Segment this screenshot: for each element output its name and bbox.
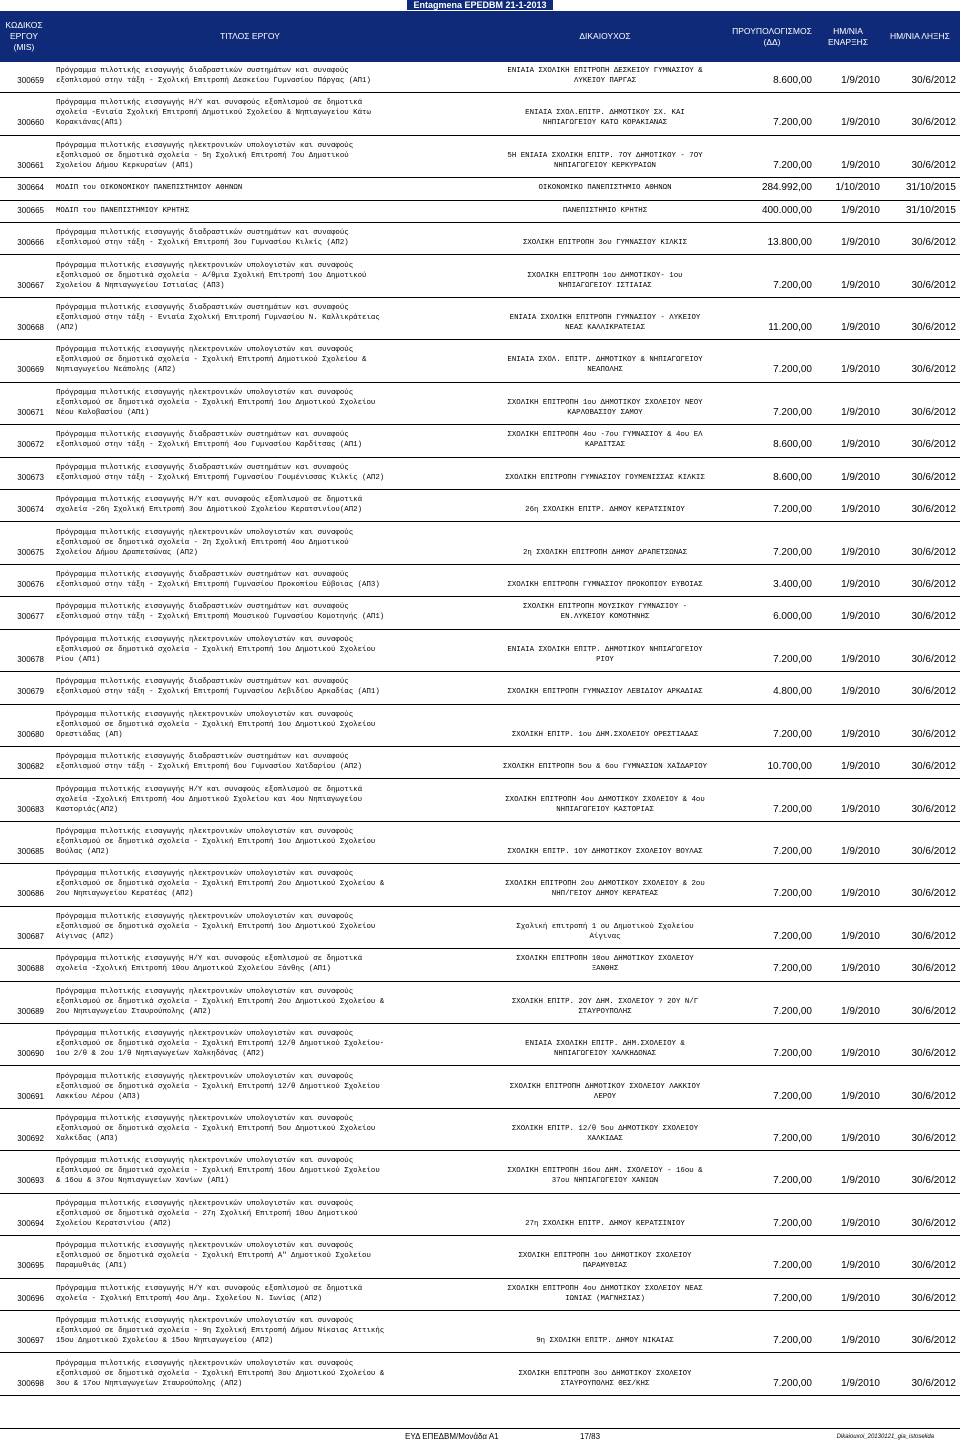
table-row xyxy=(0,602,960,622)
budget-amount: 7.200,00 xyxy=(773,1175,812,1187)
start-date: 1/9/2010 xyxy=(841,204,880,216)
beneficiary: ΠΑΝΕΠΙΣΤΗΜΙΟ ΚΡΗΤΗΣ xyxy=(562,206,648,215)
table-row xyxy=(0,710,960,740)
end-date: 30/6/2012 xyxy=(911,322,956,333)
end-date: 30/6/2012 xyxy=(911,803,956,815)
start-date: 1/9/2010 xyxy=(841,1090,880,1102)
start-date: 1/9/2010 xyxy=(841,1048,880,1060)
table-body xyxy=(0,66,960,1401)
start-date: 1/9/2010 xyxy=(841,1292,880,1304)
table-row xyxy=(0,1156,960,1186)
beneficiary: ΕΝΙΑΙΑ ΣΧΟΛΙΚΗ ΕΠΙΤΡΟΠΗ ΔΕΣΚΕΙΟΥ ΓΥΜΝΑΣΙΟΥ & ΛΥΚΕΙΟΥ ΠΑΡΓΑΣ xyxy=(507,67,703,85)
start-date: 1/9/2010 xyxy=(841,364,880,376)
project-title: Πρόγραμμα πιλοτικής εισαγωγής ηλεκτρονικών υπολογιστών και συναφούς εξοπλισμού σε δημοτικά σχολεία - Σχολική Επιτροπή 1ου Δημοτικού Σχολείου Ορεστιάδας (ΑΠ) xyxy=(56,710,376,739)
table-row xyxy=(0,1316,960,1346)
start-date: 1/9/2010 xyxy=(841,888,880,900)
start-date: 1/9/2010 xyxy=(841,1377,880,1389)
row-separator xyxy=(0,457,960,458)
row-separator xyxy=(0,200,960,201)
row-separator xyxy=(0,521,960,522)
row-separator xyxy=(0,222,960,223)
end-date: 30/6/2012 xyxy=(911,1217,956,1229)
beneficiary: ΣΧΟΛΙΚΗ ΕΠΙΤΡ. 12/θ 5ου ΔΗΜΟΤΙΚΟΥ ΣΧΟΛΕΙΟΥ ΧΑΛΚΙΔΑΣ xyxy=(511,1125,699,1143)
beneficiary: ΣΧΟΛΙΚΗ ΕΠΙΤΡΟΠΗ 3ου ΔΗΜΟΤΙΚΟΥ ΣΧΟΛΕΙΟΥ ΣΤΑΥΡΟΥΠΟΛΗΣ ΘΕΣ/ΚΗΣ xyxy=(518,1369,692,1388)
project-code: 300688 xyxy=(17,964,44,974)
budget-amount: 8.600,00 xyxy=(773,75,812,86)
row-separator xyxy=(0,948,960,949)
beneficiary: ΕΝΙΑΙΑ ΣΧΟΛΙΚΗ ΕΠΙΤΡ. ΔΗΜ.ΣΧΟΛΕΙΟΥ & ΝΗΠΙΑΓΩΓΕΙΟΥ ΧΑΛΚΗΔΟΝΑΣ xyxy=(525,1040,685,1059)
header-code: ΚΩΔΙΚΟΣ ΕΡΓΟΥ (MIS) xyxy=(5,20,43,52)
end-date: 30/6/2012 xyxy=(911,1133,956,1144)
project-code: 300677 xyxy=(17,612,44,622)
project-code: 300692 xyxy=(17,1134,44,1143)
end-date: 31/10/2015 xyxy=(905,204,956,216)
budget-amount: 13.800,00 xyxy=(767,237,812,249)
project-title: Πρόγραμμα πιλοτικής εισαγωγής διαδραστικών συστημάτων και συναφούς εξοπλισμού στην τάξη - Σχολική Επιτροπή Μουσικού Γυμνασίου Κομοτηνής (ΑΠ1) xyxy=(56,603,385,622)
row-separator xyxy=(0,1395,960,1396)
beneficiary: ΣΧΟΛΙΚΗ ΕΠΙΤΡΟΠΗ 2ου ΔΗΜΟΤΙΚΟΥ ΣΧΟΛΕΙΟΥ & 2ου ΝΗΠ/ΓΕΙΟΥ ΔΗΜΟΥ ΚΕΡΑΤΕΑΣ xyxy=(505,880,705,899)
start-date: 1/9/2010 xyxy=(841,504,880,516)
project-code: 300672 xyxy=(17,440,44,450)
header-end-date: ΗΜ/ΝΙΑ ΛΗΞΗΣ xyxy=(890,31,950,41)
end-date: 30/6/2012 xyxy=(911,1292,956,1304)
start-date: 1/9/2010 xyxy=(841,686,880,698)
budget-amount: 11.200,00 xyxy=(768,322,812,333)
beneficiary: ΣΧΟΛΙΚΗ ΕΠΙΤΡΟΠΗ 10ου ΔΗΜΟΤΙΚΟΥ ΣΧΟΛΕΙΟΥ ΞΑΝΘΗΣ xyxy=(516,955,694,974)
table-row xyxy=(0,1072,960,1102)
row-separator xyxy=(0,1235,960,1236)
table-row xyxy=(0,827,960,857)
project-code: 300686 xyxy=(17,889,44,899)
project-code: 300694 xyxy=(17,1218,44,1228)
beneficiary: ΣΧΟΛΙΚΗ ΕΠΙΤΡ. 1ΟΥ ΔΗΜΟΤΙΚΟΥ ΣΧΟΛΕΙΟΥ ΒΟΥΛΑΣ xyxy=(507,848,703,856)
row-separator xyxy=(0,1278,960,1279)
project-code: 300691 xyxy=(17,1091,44,1101)
project-title: Πρόγραμμα πιλοτικής εισαγωγής ηλεκτρονικών υπολογιστών και συναφούς εξοπλισμού σε δημοτικά σχολεία - Σχολική Επιτροπή 12/θ Δημοτικού Σχολείου- 1ου 2/θ & 2ου 1/θ Νηπιαγωγείων Χαλκηδόνας (ΑΠ2) xyxy=(56,1030,385,1059)
table-row xyxy=(0,1199,960,1229)
end-date: 30/6/2012 xyxy=(911,546,956,558)
project-code: 300697 xyxy=(17,1336,44,1346)
project-code: 300685 xyxy=(17,847,44,856)
project-title: Πρόγραμμα πιλοτικής εισαγωγής διαδραστικών συστημάτων και συναφούς εξοπλισμού στην τάξη - Σχολική Επιτροπή Γυμνασίου Γουμένισσας Κιλκίς (ΑΠ2) xyxy=(56,463,385,482)
project-title: Πρόγραμμα πιλοτικής εισαγωγής ηλεκτρονικών υπολογιστών και συναφούς εξοπλισμού σε δημοτικά σχολεία - Σχολική Επιτροπή Α" Δημοτικού Σχολείου Παραμυθιάς (ΑΠ1) xyxy=(56,1242,371,1271)
end-date: 30/6/2012 xyxy=(911,1377,956,1389)
project-code: 300682 xyxy=(17,762,44,772)
project-code: 300668 xyxy=(17,323,44,332)
table-row xyxy=(0,430,960,450)
start-date: 1/9/2010 xyxy=(841,653,880,665)
beneficiary: ΣΧΟΛΙΚΗ ΕΠΙΤΡΟΠΗ 1ου ΔΗΜΟΤΙΚΟΥ- 1ου ΝΗΠΙΑΓΩΓΕΙΟΥ ΙΣΤΙΑΙΑΣ xyxy=(527,271,683,290)
row-separator xyxy=(0,254,960,255)
header-title: ΤΙΤΛΟΣ ΕΡΓΟΥ xyxy=(220,31,280,41)
budget-amount: 7.200,00 xyxy=(773,1377,812,1389)
start-date: 1/9/2010 xyxy=(841,1217,880,1229)
project-title: Πρόγραμμα πιλοτικής εισαγωγής ηλεκτρονικών υπολογιστών και συναφούς εξοπλισμού σε δημοτικά σχολεία - Σχολική Επιτροπή 1ου Δημοτικού Σχολείου Ρίου (ΑΠ1) xyxy=(56,635,376,664)
budget-amount: 7.200,00 xyxy=(773,1217,812,1229)
start-date: 1/9/2010 xyxy=(841,1175,880,1187)
project-code: 300669 xyxy=(17,365,44,375)
project-code: 300690 xyxy=(17,1049,44,1059)
project-title: Πρόγραμμα πιλοτικής εισαγωγής Η/Υ και συναφούς εξοπλισμού σε δημοτικά σχολεία - Σχολική Επιτροπή 4ου Δημ. Σχολείου Ν. Ιωνίας (ΑΠ2) xyxy=(56,1284,363,1303)
row-separator xyxy=(0,1150,960,1151)
beneficiary: ΣΧΟΛΙΚΗ ΕΠΙΤΡΟΠΗ ΓΥΜΝΑΣΙΟΥ ΓΟΥΜΕΝΙΣΣΑΣ ΚΙΛΚΙΣ xyxy=(505,473,705,482)
project-title: Πρόγραμμα πιλοτικής εισαγωγής Η/Υ και συναφούς εξοπλισμού σε δημοτικά σχολεία -Σχολική Επιτροπή 10ου Δημοτικού Σχολείου Ξάνθης (ΑΠ1) xyxy=(56,955,363,974)
table-row xyxy=(0,528,960,558)
document-title: Entagmena EPEDBM 21-1-2013 xyxy=(0,0,960,11)
table-row xyxy=(0,141,960,171)
beneficiary: ΣΧΟΛΙΚΗ ΕΠΙΤΡΟΠΗ 16ου ΔΗΜ. ΣΧΟΛΕΙΟΥ - 16ου & 37ου ΝΗΠΙΑΓΩΓΕΙΟΥ ΧΑΝΙΩΝ xyxy=(507,1167,703,1186)
end-date: 30/6/2012 xyxy=(911,504,956,516)
budget-amount: 7.200,00 xyxy=(773,1292,812,1304)
footer-unit: ΕΥΔ ΕΠΕΔΒΜ/Μονάδα Α1 xyxy=(405,1432,499,1441)
start-date: 1/9/2010 xyxy=(841,963,880,975)
row-separator xyxy=(0,596,960,597)
beneficiary: 5Η ΕΝΙΑΙΑ ΣΧΟΛΙΚΗ ΕΠΙΤΡ. 7ΟΥ ΔΗΜΟΤΙΚΟΥ - 7ΟΥ ΝΗΠΙΑΓΩΓΕΙΟΥ ΚΕΡΚΥΡΑΙΩΝ xyxy=(507,151,703,170)
budget-amount: 7.200,00 xyxy=(773,546,812,558)
row-separator xyxy=(0,92,960,93)
start-date: 1/9/2010 xyxy=(841,803,880,815)
start-date: 1/9/2010 xyxy=(841,117,880,129)
end-date: 30/6/2012 xyxy=(911,653,956,665)
project-code: 300696 xyxy=(17,1293,44,1303)
project-title: Πρόγραμμα πιλοτικής εισαγωγής ηλεκτρονικών υπολογιστών και συναφούς εξοπλισμού σε δημοτικά σχολεία - Σχολική Επιτροπή 2ου Δημοτικού Σχολείου & 2ου Νηπιαγωγείου Σταυρούπολης (ΑΠ2) xyxy=(56,987,385,1016)
project-title: Πρόγραμμα πιλοτικής εισαγωγής ηλεκτρονικών υπολογιστών και συναφούς εξοπλισμού σε δημοτικά σχολεία - Σχολική Επιτροπή 5ου Δημοτικού Σχολείου Χαλκίδας (ΑΠ3) xyxy=(56,1115,376,1143)
budget-amount: 7.200,00 xyxy=(773,1005,812,1017)
project-code: 300675 xyxy=(17,547,44,557)
project-code: 300698 xyxy=(17,1378,44,1388)
table-row xyxy=(0,345,960,375)
table-row xyxy=(0,912,960,942)
project-title: Πρόγραμμα πιλοτικής εισαγωγής ηλεκτρονικών υπολογιστών και συναφούς εξοπλισμού σε δημοτικά σχολεία - 2η Σχολική Επιτροπή 4ου Δημοτικού Σχολείου Δήμου Δραπετσώνας (ΑΠ2) xyxy=(56,528,354,557)
budget-amount: 8.600,00 xyxy=(773,471,812,483)
project-title: Πρόγραμμα πιλοτικής εισαγωγής ηλεκτρονικών υπολογιστών και συναφούς εξοπλισμού σε δημοτικά σχολεία - Σχολική Επιτροπή 1ου Δημοτικού Σχολείου Αίγινας (ΑΠ2) xyxy=(56,912,376,941)
beneficiary: ΣΧΟΛΙΚΗ ΕΠΙΤΡΟΠΗ 4ου ΔΗΜΟΤΙΚΟΥ ΣΧΟΛΕΙΟΥ ΝΕΑΣ ΙΩΝΙΑΣ (ΜΑΓΝΗΣΙΑΣ) xyxy=(507,1284,703,1303)
table-row xyxy=(0,495,960,515)
start-date: 1/9/2010 xyxy=(841,406,880,418)
row-separator xyxy=(0,863,960,864)
project-code: 300659 xyxy=(17,76,44,85)
beneficiary: ΟΙΚΟΝΟΜΙΚΟ ΠΑΝΕΠΙΣΤΗΜΙΟ ΑΘΗΝΩΝ xyxy=(538,184,672,193)
row-separator xyxy=(0,671,960,672)
beneficiary: ΕΝΙΑΙΑ ΣΧΟΛΙΚΗ ΕΠΙΤΡ. ΔΗΜΟΤΙΚΟΥ ΝΗΠΙΑΓΩΓΕΙΟΥ ΡΙΟΥ xyxy=(507,645,703,664)
start-date: 1/9/2010 xyxy=(841,237,880,249)
beneficiary: ΣΧΟΛΙΚΗ ΕΠΙΤΡΟΠΗ ΓΥΜΝΑΣΙΟΥ ΠΡΟΚΟΠΙΟΥ ΕΥΒΟΙΑΣ xyxy=(507,581,703,589)
row-separator xyxy=(0,382,960,383)
budget-amount: 7.200,00 xyxy=(773,653,812,665)
beneficiary: ΕΝΙΑΙΑ ΣΧΟΛ.ΕΠΙΤΡ. ΔΗΜΟΤΙΚΟΥ ΣΧ. ΚΑΙ ΝΗΠΙΑΓΩΓΕΙΟΥ ΚΑΤΩ ΚΟΡΑΚΙΑΝΑΣ xyxy=(525,109,685,128)
budget-amount: 4.800,00 xyxy=(773,686,812,698)
end-date: 30/6/2012 xyxy=(911,579,956,590)
table-row xyxy=(0,785,960,815)
table-row xyxy=(0,98,960,128)
start-date: 1/9/2010 xyxy=(841,1260,880,1272)
budget-amount: 7.200,00 xyxy=(773,1335,812,1347)
row-separator xyxy=(0,906,960,907)
budget-amount: 7.200,00 xyxy=(773,159,812,171)
row-separator xyxy=(0,629,960,630)
start-date: 1/9/2010 xyxy=(841,728,880,740)
project-code: 300661 xyxy=(17,160,44,170)
beneficiary: ΕΝΙΑΙΑ ΣΧΟΛ. ΕΠΙΤΡ. ΔΗΜΟΤΙΚΟΥ & ΝΗΠΙΑΓΩΓΕΙΟΥ ΝΕΑΠΟΛΗΣ xyxy=(507,356,703,375)
project-code: 300674 xyxy=(17,505,44,515)
project-code: 300676 xyxy=(17,580,44,589)
end-date: 31/10/2015 xyxy=(905,182,956,194)
project-title: Πρόγραμμα πιλοτικής εισαγωγής ηλεκτρονικών υπολογιστών και συναφούς εξοπλισμού σε δημοτικά σχολεία - 27η Σχολική Επιτροπή 10ου Δημοτικού Σχολείου Κερατσινίου (ΑΠ2) xyxy=(56,1199,358,1228)
project-code: 300664 xyxy=(17,183,44,193)
beneficiary: ΣΧΟΛΙΚΗ ΕΠΙΤΡΟΠΗ ΔΗΜΟΤΙΚΟΥ ΣΧΟΛΕΙΟΥ ΛΑΚΚΙΟΥ ΛΕΡΟΥ xyxy=(509,1082,701,1101)
project-code: 300689 xyxy=(17,1006,44,1016)
table-row xyxy=(0,954,960,974)
start-date: 1/9/2010 xyxy=(841,761,880,773)
row-separator xyxy=(0,704,960,705)
budget-amount: 7.200,00 xyxy=(773,406,812,418)
table-row xyxy=(0,1029,960,1059)
start-date: 1/9/2010 xyxy=(841,279,880,291)
start-date: 1/9/2010 xyxy=(841,471,880,483)
budget-amount: 7.200,00 xyxy=(773,728,812,740)
start-date: 1/9/2010 xyxy=(841,930,880,942)
end-date: 30/6/2012 xyxy=(911,1090,956,1102)
row-separator xyxy=(0,981,960,982)
budget-amount: 7.200,00 xyxy=(773,803,812,815)
row-separator xyxy=(0,297,960,298)
table-row xyxy=(0,1114,960,1144)
table-row xyxy=(0,388,960,418)
project-title: Πρόγραμμα πιλοτικής εισαγωγής ηλεκτρονικών υπολογιστών και συναφούς εξοπλισμού σε δημοτικά σχολεία - Σχολική Επιτροπή 1ου Δημοτικού Σχολείου Νέου Καλοβασίου (ΑΠ1) xyxy=(56,388,376,417)
table-row xyxy=(0,570,960,590)
beneficiary: ΣΧΟΛΙΚΗ ΕΠΙΤΡΟΠΗ 1ου ΔΗΜΟΤΙΚΟΥ ΣΧΟΛΕΙΟΥ ΠΑΡΑΜΥΘΙΑΣ xyxy=(518,1252,692,1271)
budget-amount: 7.200,00 xyxy=(773,888,812,900)
beneficiary: Σχολική επιτροπή 1 ου Δημοτικού Σχολείου Αίγινας xyxy=(516,922,694,941)
end-date: 30/6/2012 xyxy=(911,237,956,249)
beneficiary: 27η ΣΧΟΛΙΚΗ ΕΠΙΤΡ. ΔΗΜΟΥ ΚΕΡΑΤΣΙΝΙΟΥ xyxy=(525,1219,685,1228)
row-separator xyxy=(0,489,960,490)
table-row xyxy=(0,261,960,291)
end-date: 30/6/2012 xyxy=(911,846,956,857)
table-row xyxy=(0,635,960,665)
footer-rule xyxy=(0,1428,960,1429)
budget-amount: 7.200,00 xyxy=(773,364,812,376)
project-title: Πρόγραμμα πιλοτικής εισαγωγής ηλεκτρονικών υπολογιστών και συναφούς εξοπλισμού σε δημοτικά σχολεία - Σχολική Επιτροπή Δημοτικού Σχολείου & Νηπιαγωγείου Νεάπολης (ΑΠ2) xyxy=(56,346,367,375)
beneficiary: ΣΧΟΛΙΚΗ ΕΠΙΤΡΟΠΗ 3ου ΓΥΜΝΑΣΙΟΥ ΚΙΛΚΙΣ xyxy=(522,239,688,248)
table-header xyxy=(0,11,960,62)
project-title: ΜΟΔΙΠ του ΠΑΝΕΠΙΣΤΗΜΙΟΥ ΚΡΗΤΗΣ xyxy=(56,206,190,215)
start-date: 1/9/2010 xyxy=(841,611,880,623)
table-row xyxy=(0,677,960,697)
start-date: 1/9/2010 xyxy=(841,159,880,171)
start-date: 1/9/2010 xyxy=(841,1335,880,1347)
table-row xyxy=(0,183,960,193)
beneficiary: ΣΧΟΛΙΚΗ ΕΠΙΤΡΟΠΗ 4ου -7ου ΓΥΜΝΑΣΙΟΥ & 4ου ΕΛ ΚΑΡΔΙΤΣΑΣ xyxy=(507,431,703,450)
beneficiary: 9η ΣΧΟΛΙΚΗ ΕΠΙΤΡ. ΔΗΜΟΥ ΝΙΚΑΙΑΣ xyxy=(536,1337,674,1346)
end-date: 30/6/2012 xyxy=(911,611,956,623)
end-date: 30/6/2012 xyxy=(911,1048,956,1060)
project-code: 300665 xyxy=(17,205,44,215)
project-code: 300680 xyxy=(17,729,44,739)
header-budget: ΠΡΟΥΠΟΛΟΓΙΣΜΟΣ (ΔΔ) xyxy=(732,25,812,47)
end-date: 30/6/2012 xyxy=(911,159,956,171)
project-code: 300667 xyxy=(17,280,44,290)
row-separator xyxy=(0,135,960,136)
table-row xyxy=(0,1241,960,1271)
budget-amount: 6.000,00 xyxy=(773,611,812,623)
beneficiary: ΣΧΟΛΙΚΗ ΕΠΙΤΡΟΠΗ 4ου ΔΗΜΟΤΙΚΟΥ ΣΧΟΛΕΙΟΥ & 4ου ΝΗΠΙΑΓΩΓΕΙΟΥ ΚΑΣΤΟΡΙΑΣ xyxy=(505,795,705,814)
table-row xyxy=(0,1359,960,1389)
beneficiary: ΕΝΙΑΙΑ ΣΧΟΛΙΚΗ ΕΠΙΤΡΟΠΗ ΓΥΜΝΑΣΙΟΥ - ΛΥΚΕΙΟΥ ΝΕΑΣ ΚΑΛΛΙΚΡΑΤΕΙΑΣ xyxy=(509,314,701,332)
project-code: 300673 xyxy=(17,472,44,482)
project-title: Πρόγραμμα πιλοτικής εισαγωγής ηλεκτρονικών υπολογιστών και συναφούς εξοπλισμού σε δημοτικά σχολεία - Σχολική Επιτροπή 3ου Δημοτικού Σχολείου & 3ου & 17ου Νηπιαγωγείων Σταυρούπολης (ΑΠ2) xyxy=(56,1359,385,1388)
row-separator xyxy=(0,177,960,178)
end-date: 30/6/2012 xyxy=(911,686,956,698)
start-date: 1/9/2010 xyxy=(841,439,880,451)
project-title: Πρόγραμμα πιλοτικής εισαγωγής ηλεκτρονικών υπολογιστών και συναφούς εξοπλισμού σε δημοτικά σχολεία - Σχολική Επιτροπή 16ου Δημοτικού Σχολείου & 16ου & 37ου Νηπιαγωγείων Χανίων (ΑΠ1) xyxy=(56,1157,380,1186)
beneficiary: ΣΧΟΛΙΚΗ ΕΠΙΤΡ. 2ΟΥ ΔΗΜ. ΣΧΟΛΕΙΟΥ ? 2ΟΥ Ν/Γ ΣΤΑΥΡΟΥΠΟΛΗΣ xyxy=(511,997,699,1016)
page-number: 17/83 xyxy=(580,1432,601,1441)
row-separator xyxy=(0,424,960,425)
beneficiary: ΣΧΟΛΙΚΗ ΕΠΙΤΡΟΠΗ ΜΟΥΣΙΚΟΥ ΓΥΜΝΑΣΙΟΥ - ΕΝ.ΛΥΚΕΙΟΥ ΚΟΜΟΤΗΝΗΣ xyxy=(522,603,688,622)
table-row xyxy=(0,463,960,483)
row-separator xyxy=(0,746,960,747)
start-date: 1/9/2010 xyxy=(841,846,880,857)
project-title: Πρόγραμμα πιλοτικής εισαγωγής ηλεκτρονικών υπολογιστών και συναφούς εξοπλισμού σε δημοτικά σχολεία - Σχολική Επιτροπή 12/θ Δημοτικού Σχολείου Λακκίου Λέρου (ΑΠ3) xyxy=(56,1072,380,1101)
project-title: Πρόγραμμα πιλοτικής εισαγωγής διαδραστικών συστημάτων και συναφούς εξοπλισμού στην τάξη - Σχολική Επιτροπή 4ου Γυμνασίου Καρδίτσας (ΑΠ1) xyxy=(56,431,363,450)
header-beneficiary: ΔΙΚΑΙΟΥΧΟΣ xyxy=(579,31,631,41)
budget-amount: 7.200,00 xyxy=(773,1090,812,1102)
end-date: 30/6/2012 xyxy=(911,406,956,418)
budget-amount: 7.200,00 xyxy=(773,279,812,291)
start-date: 1/9/2010 xyxy=(841,322,880,333)
project-code: 300683 xyxy=(17,804,44,814)
budget-amount: 400.000,00 xyxy=(761,204,812,216)
project-title: ΜΟΔΙΠ του ΟΙΚΟΝΟΜΙΚΟΥ ΠΑΝΕΠΙΣΤΗΜΙΟΥ ΑΘΗΝΩΝ xyxy=(56,184,243,193)
project-code: 300666 xyxy=(17,238,44,248)
project-title: Πρόγραμμα πιλοτικής εισαγωγής ηλεκτρονικών υπολογιστών και συναφούς εξοπλισμού σε δημοτικά σχολεία - Σχολική Επιτροπή 1ου Δημοτικού Σχολείου Βούλας (ΑΠ2) xyxy=(56,828,376,856)
beneficiary: ΣΧΟΛΙΚΗ ΕΠΙΤΡ. 1ου ΔΗΜ.ΣΧΟΛΕΙΟΥ ΟΡΕΣΤΙΑΔΑΣ xyxy=(511,730,699,739)
project-code: 300695 xyxy=(17,1261,44,1271)
page-footer xyxy=(0,1428,960,1446)
project-title: Πρόγραμμα πιλοτικής εισαγωγής ηλεκτρονικών υπολογιστών και συναφούς εξοπλισμού σε δημοτικά σχολεία - Α/θμια Σχολική Επιτροπή 1ου Δημοτικού Σχολείου & Νηπιαγωγείου Ιστιαίας (ΑΠ3) xyxy=(56,261,367,290)
project-title: Πρόγραμμα πιλοτικής εισαγωγής διαδραστικών συστημάτων και συναφούς εξοπλισμού στην τάξη - Σχολική Επιτροπή Γυμνασίου Προκοπίου Εύβοιας (ΑΠ3) xyxy=(56,571,380,589)
footer-filename: Dikaiouxoi_20130121_gia_istoselida xyxy=(836,1434,934,1440)
budget-amount: 7.200,00 xyxy=(773,963,812,975)
budget-amount: 7.200,00 xyxy=(773,1048,812,1060)
budget-amount: 284.992,00 xyxy=(761,182,812,194)
row-separator xyxy=(0,778,960,779)
row-separator xyxy=(0,1193,960,1194)
end-date: 30/6/2012 xyxy=(911,888,956,900)
start-date: 1/9/2010 xyxy=(841,546,880,558)
row-separator xyxy=(0,1352,960,1353)
beneficiary: 2η ΣΧΟΛΙΚΗ ΕΠΙΤΡΟΠΗ ΔΗΜΟΥ ΔΡΑΠΕΤΣΩΝΑΣ xyxy=(522,548,688,557)
budget-amount: 7.200,00 xyxy=(773,930,812,942)
budget-amount: 7.200,00 xyxy=(773,1260,812,1272)
project-title: Πρόγραμμα πιλοτικής εισαγωγής διαδραστικών συστημάτων και συναφούς εξοπλισμού στην τάξη - Σχολική Επιτροπή Δεσκείου Γυμνασίου Πάργας (ΑΠ1) xyxy=(56,67,371,85)
project-title: Πρόγραμμα πιλοτικής εισαγωγής ηλεκτρονικών υπολογιστών και συναφούς εξοπλισμού σε δημοτικά σχολεία - Σχολική Επιτροπή 2ου Δημοτικού Σχολείου & 2ου Νηπιαγωγείου Κερατέας (ΑΠ2) xyxy=(56,870,385,899)
beneficiary: 26η ΣΧΟΛΙΚΗ ΕΠΙΤΡ. ΔΗΜΟΥ ΚΕΡΑΤΣΙΝΙΟΥ xyxy=(525,506,685,515)
table-row xyxy=(0,987,960,1017)
end-date: 30/6/2012 xyxy=(911,117,956,129)
beneficiary: ΣΧΟΛΙΚΗ ΕΠΙΤΡΟΠΗ ΓΥΜΝΑΣΙΟΥ ΛΕΒΙΔΙΟΥ ΑΡΚΑΔΙΑΣ xyxy=(507,688,703,697)
project-title: Πρόγραμμα πιλοτικής εισαγωγής ηλεκτρονικών υπολογιστών και συναφούς εξοπλισμού σε δημοτικά σχολεία - 9η Σχολική Επιτροπή Δήμου Νίκαιας Αττικής 15ου Δημοτικού Σχολείου & 15ου Νηπιαγωγείου (ΑΠ2) xyxy=(56,1317,385,1346)
end-date: 30/6/2012 xyxy=(911,963,956,975)
project-code: 300678 xyxy=(17,654,44,664)
start-date: 1/9/2010 xyxy=(841,1133,880,1144)
budget-amount: 8.600,00 xyxy=(773,439,812,451)
row-separator xyxy=(0,564,960,565)
project-title: Πρόγραμμα πιλοτικής εισαγωγής διαδραστικών συστημάτων και συναφούς εξοπλισμού στην τάξη - Σχολική Επιτροπή 6ου Γυμνασίου Χαϊδαρίου (ΑΠ2) xyxy=(56,753,363,772)
budget-amount: 7.200,00 xyxy=(773,504,812,516)
row-separator xyxy=(0,1108,960,1109)
table-row xyxy=(0,66,960,86)
start-date: 1/9/2010 xyxy=(841,75,880,86)
budget-amount: 3.400,00 xyxy=(773,579,812,590)
row-separator xyxy=(0,1023,960,1024)
budget-amount: 7.200,00 xyxy=(773,846,812,857)
end-date: 30/6/2012 xyxy=(911,728,956,740)
end-date: 30/6/2012 xyxy=(911,930,956,942)
project-title: Πρόγραμμα πιλοτικής εισαγωγής ηλεκτρονικών υπολογιστών και συναφούς εξοπλισμού σε δημοτικά σχολεία - 5η Σχολική Επιτροπή 7ου Δημοτικού Σχολείου Δήμου Κερκυραίων (ΑΠ1) xyxy=(56,141,354,170)
end-date: 30/6/2012 xyxy=(911,471,956,483)
project-title: Πρόγραμμα πιλοτικής εισαγωγής Η/Υ και συναφούς εξοπλισμού σε δημοτικά σχολεία -Ενιαία Σχολική Επιτροπή Δημοτικού Σχολείου & Νηπιαγωγείου Κάτω Κορακιάνας(ΑΠ1) xyxy=(56,99,371,128)
row-separator xyxy=(0,1065,960,1066)
end-date: 30/6/2012 xyxy=(911,439,956,451)
start-date: 1/9/2010 xyxy=(841,579,880,590)
beneficiary: ΣΧΟΛΙΚΗ ΕΠΙΤΡΟΠΗ 1ου ΔΗΜΟΤΙΚΟΥ ΣΧΟΛΕΙΟΥ ΝΕΟΥ ΚΑΡΛΟΒΑΣΙΟΥ ΣΑΜΟΥ xyxy=(507,398,703,417)
start-date: 1/9/2010 xyxy=(841,1005,880,1017)
budget-amount: 10.700,00 xyxy=(767,761,812,773)
project-code: 300693 xyxy=(17,1176,44,1186)
project-code: 300671 xyxy=(17,407,44,417)
end-date: 30/6/2012 xyxy=(911,1175,956,1187)
project-code: 300660 xyxy=(17,118,44,128)
end-date: 30/6/2012 xyxy=(911,1005,956,1017)
end-date: 30/6/2012 xyxy=(911,364,956,376)
table-row xyxy=(0,228,960,248)
table-row xyxy=(0,1284,960,1304)
table-row xyxy=(0,869,960,899)
budget-amount: 7.200,00 xyxy=(773,1133,812,1144)
budget-amount: 7.200,00 xyxy=(773,117,812,129)
row-separator xyxy=(0,339,960,340)
start-date: 1/10/2010 xyxy=(835,182,880,194)
project-title: Πρόγραμμα πιλοτικής εισαγωγής διαδραστικών συστημάτων και συναφούς εξοπλισμού στην τάξη - Ενιαία Σχολική Επιτροπή Γυμνασίου Ν. Καλλικράτειας (ΑΠ2) xyxy=(56,304,380,332)
end-date: 30/6/2012 xyxy=(911,761,956,773)
table-row xyxy=(0,303,960,333)
table-row xyxy=(0,206,960,216)
end-date: 30/6/2012 xyxy=(911,75,956,86)
project-title: Πρόγραμμα πιλοτικής εισαγωγής Η/Υ και συναφούς εξοπλισμού σε δημοτικά σχολεία -26η Σχολική Επιτροπή 3ου Δημοτικού Σχολείου Κερατσινίου(ΑΠ2) xyxy=(56,496,363,515)
end-date: 30/6/2012 xyxy=(911,279,956,291)
end-date: 30/6/2012 xyxy=(911,1335,956,1347)
row-separator xyxy=(0,1310,960,1311)
beneficiary: ΣΧΟΛΙΚΗ ΕΠΙΤΡΟΠΗ 5ου & 6ου ΓΥΜΝΑΣΙΩΝ ΧΑΪΔΑΡΙΟΥ xyxy=(502,763,707,772)
project-title: Πρόγραμμα πιλοτικής εισαγωγής διαδραστικών συστημάτων και συναφούς εξοπλισμού στην τάξη - Σχολική Επιτροπή Γυμνασίου Λεβιδίου Αρκαδίας (ΑΠ1) xyxy=(56,678,380,697)
project-title: Πρόγραμμα πιλοτικής εισαγωγής διαδραστικών συστημάτων και συναφούς εξοπλισμού στην τάξη - Σχολική Επιτροπή 3ου Γυμνασίου Κιλκίς (ΑΠ2) xyxy=(56,229,349,248)
row-separator xyxy=(0,821,960,822)
project-title: Πρόγραμμα πιλοτικής εισαγωγής Η/Υ και συναφούς εξοπλισμού σε δημοτικά σχολεία -Σχολική Επιτροπή 4ου Δημοτικού Σχολείου και 4ου Νηπιαγωγείου Καστοριάς(ΑΠ2) xyxy=(56,785,363,814)
header-start-date: ΗΜ/ΝΙΑ ΕΝΑΡΞΗΣ xyxy=(827,25,869,47)
end-date: 30/6/2012 xyxy=(911,1260,956,1272)
table-row xyxy=(0,752,960,772)
project-code: 300687 xyxy=(17,931,44,941)
project-code: 300679 xyxy=(17,687,44,697)
